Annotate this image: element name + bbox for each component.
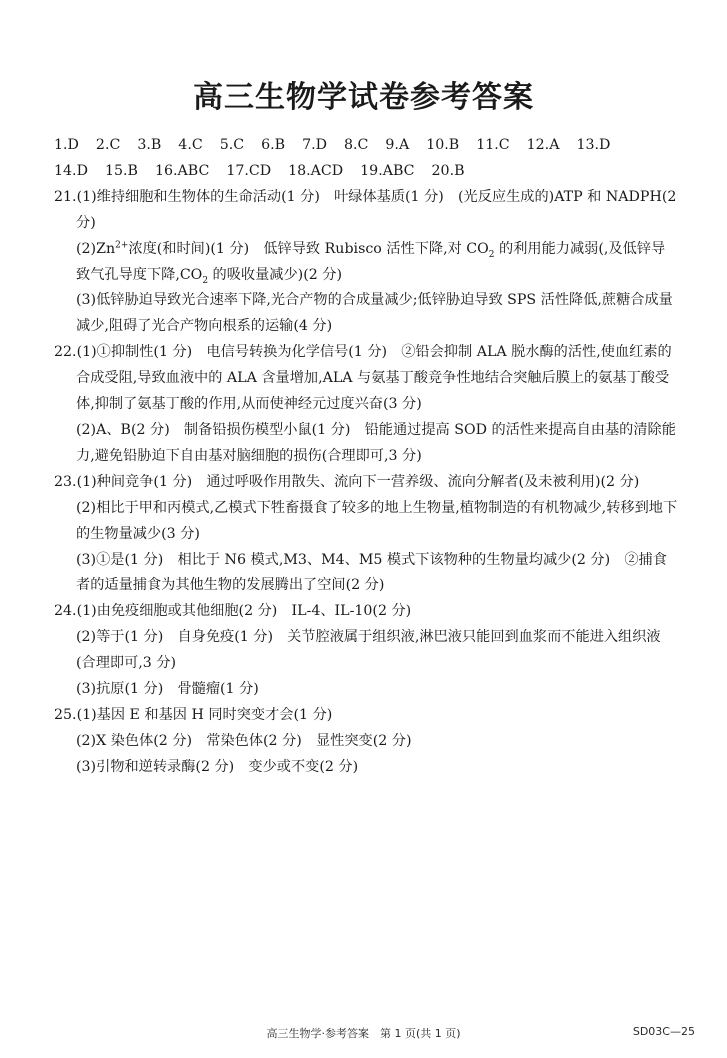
- q25-part2: (2)X 染色体(2 分) 常染色体(2 分) 显性突变(2 分): [76, 732, 412, 749]
- question-25: [54, 703, 678, 729]
- q21-part1: 21.(1)维持细胞和生物体的生命活动(1 分) 叶绿体基质(1 分) (光反应生成的)ATP 和 NADPH(2 分): [54, 188, 677, 231]
- mc-answer: 15.B: [104, 162, 138, 179]
- mc-answer: 12.A: [526, 137, 560, 153]
- q25-part3: (3)引物和逆转录酶(2 分) 变少或不变(2 分): [76, 758, 359, 775]
- q24-part3: (3)抗原(1 分) 骨髓瘤(1 分): [76, 681, 259, 698]
- mc-answer: 7.D: [302, 137, 327, 153]
- mc-answer: 1.D: [54, 137, 79, 153]
- mc-answer: 2.C: [95, 137, 121, 153]
- mc-answer: 17.CD: [226, 162, 272, 179]
- q23-part2: (2)相比于甲和丙模式,乙模式下牲畜摄食了较多的地上生物量,植物制造的有机物减少,转移到地下的生物量减少(3 分): [76, 499, 678, 542]
- mc-answer: 14.D: [54, 162, 88, 179]
- q22-part2: (2)A、B(2 分) 制备铅损伤模型小鼠(1 分) 铅能通过提高 SOD 的活性来提高自由基的清除能力,避免铅胁迫下自由基对脑细胞的损伤(合理即可,3 分): [76, 421, 676, 464]
- answer-content: [54, 133, 678, 781]
- mc-answer: 16.ABC: [154, 162, 210, 179]
- mc-answer: 4.C: [178, 137, 203, 153]
- mc-answer: 13.D: [576, 137, 611, 153]
- mc-answer: 18.ACD: [288, 162, 344, 179]
- mc-answer: 9.A: [385, 137, 410, 153]
- mc-answer: 19.ABC: [360, 162, 415, 179]
- q24-part2: (2)等于(1 分) 自身免疫(1 分) 关节腔液属于组织液,淋巴液只能回到血浆而不能进入组织液(合理即可,3 分): [76, 629, 661, 672]
- mc-answer: 3.B: [137, 137, 162, 153]
- question-21: [54, 185, 678, 237]
- q23-part3: (3)①是(1 分) 相比于 N6 模式,M3、M4、M5 模式下该物种的生物量均减少(2 分) ②捕食者的适量捕食为其他生物的发展腾出了空间(2 分): [76, 551, 667, 594]
- mc-answer: 10.B: [426, 137, 460, 153]
- mc-answer: 6.B: [261, 137, 286, 153]
- q21-part3: (3)低锌胁迫导致光合速率下降,光合产物的合成量减少;低锌胁迫导致 SPS 活性降低,蔗糖合成量减少,阻碍了光合产物向根系的运输(4 分): [76, 292, 673, 335]
- question-23: [54, 470, 678, 496]
- document-code: SD03C—25: [632, 1025, 695, 1038]
- mc-answer: 5.C: [219, 137, 245, 153]
- q21-part2: $(2)Zn^{2+}$浓度(和时间)(1 分) 低锌导致 Rubisco 活性下降,对 $CO_2$ 的利用能力减弱(,及低锌导致气孔导度下降$,CO_2$ 的吸收量减少)(2 分): [76, 239, 666, 286]
- q22-part1: 22.(1)①抑制性(1 分) 电信号转换为化学信号(1 分) ②铅会抑制 ALA 脱水酶的活性,使血红素的合成受阻,导致血液中的 ALA 含量增加,ALA 与氨基丁酸竞争性地结合突触后膜上的氨基丁酸受体,抑制了氨基丁酸的作用,从而使神经元过度兴奋(3 分): [54, 344, 672, 413]
- q23-part1: 23.(1)种间竞争(1 分) 通过呼吸作用散失、流向下一营养级、流向分解者(及未被利用)(2 分): [54, 473, 640, 490]
- question-24: [54, 599, 678, 625]
- mc-answer: 8.C: [344, 137, 369, 153]
- page-title: 高三生物学试卷参考答案: [193, 80, 534, 115]
- q24-part1: 24.(1)由免疫细胞或其他细胞(2 分) IL-4、IL-10(2 分): [54, 603, 412, 620]
- question-22: [54, 340, 678, 418]
- mc-answer: 20.B: [431, 162, 465, 179]
- multiple-choice-answers: [54, 133, 678, 185]
- q25-part1: 25.(1)基因 E 和基因 H 同时突变才会(1 分): [54, 706, 333, 723]
- mc-answer: 11.C: [476, 137, 510, 153]
- page-footer: 高三生物学·参考答案 第 1 页(共 1 页): [266, 1027, 461, 1040]
